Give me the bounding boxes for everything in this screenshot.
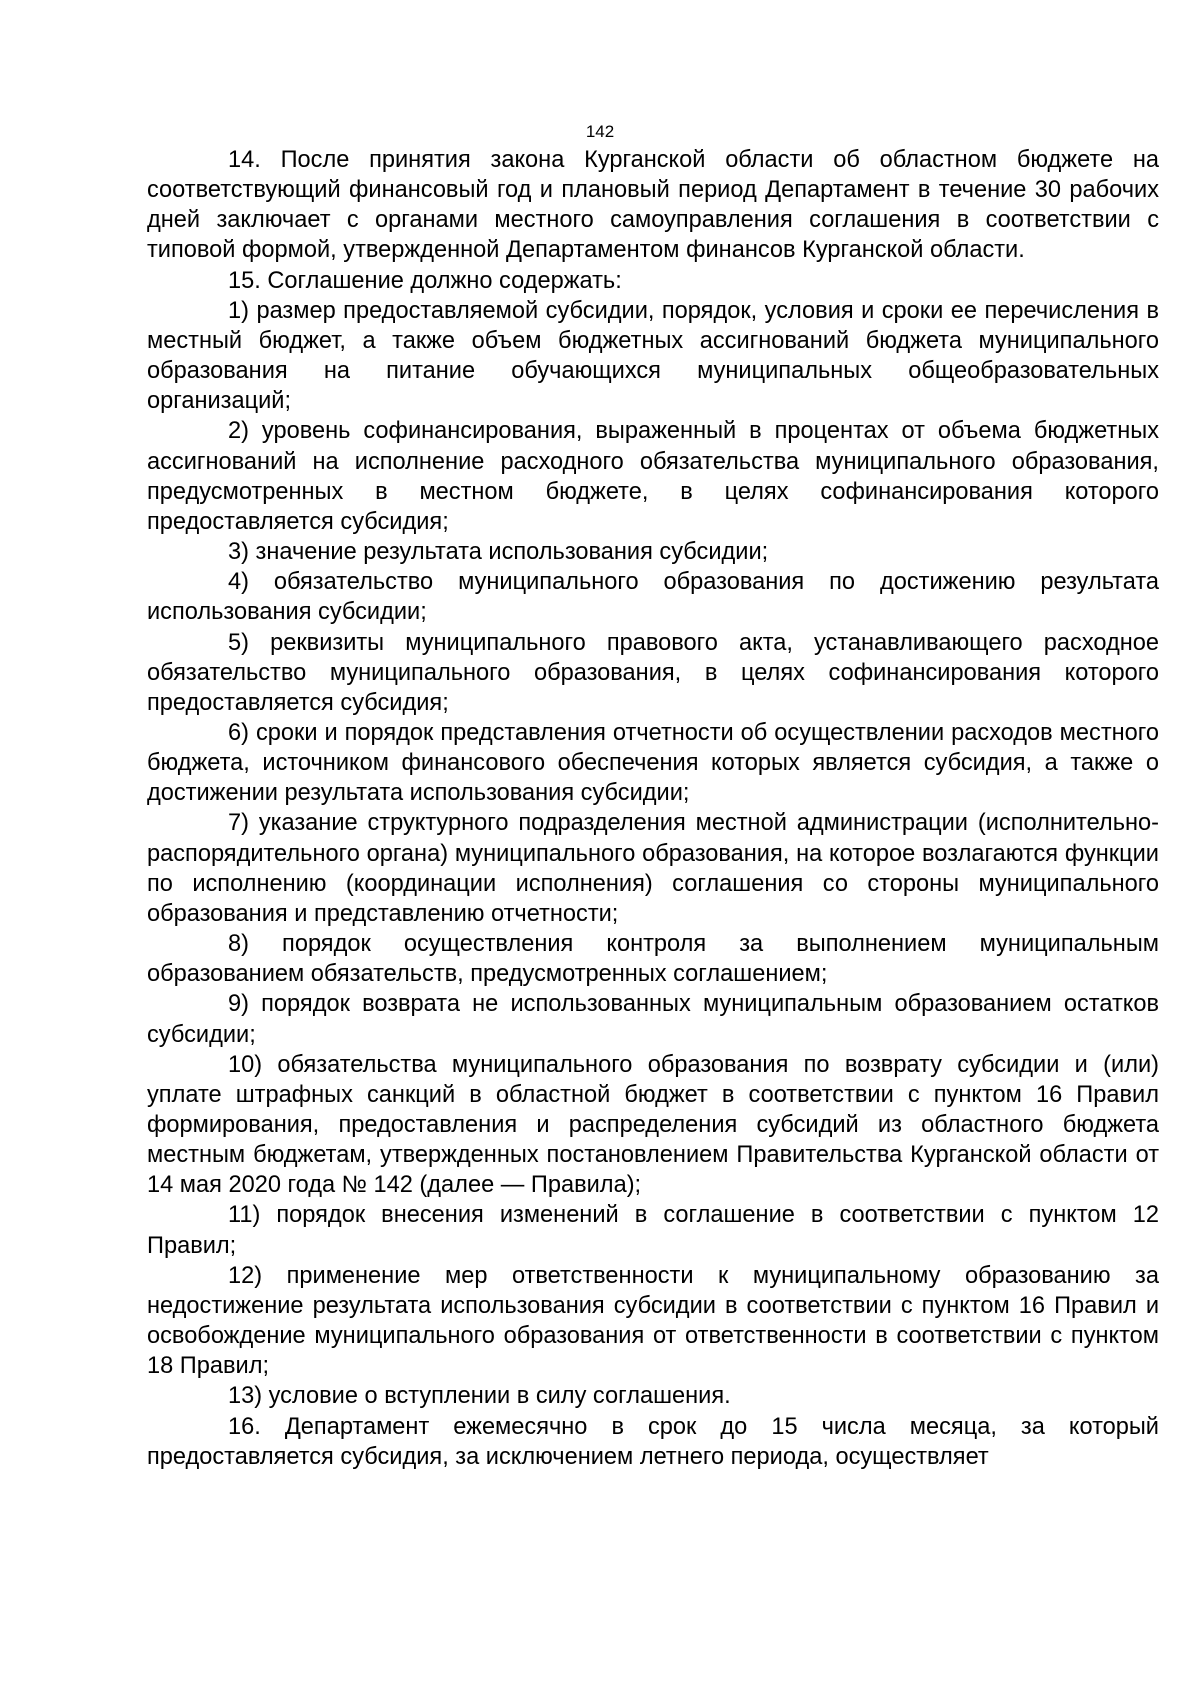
- list-item-8: 8) порядок осуществления контроля за выполнением муниципальным образованием обязательств, предусмотренных соглашением;: [147, 931, 1159, 988]
- list-item-13: 13) условие о вступлении в силу соглашения.: [228, 1383, 731, 1410]
- list-item-11: 11) порядок внесения изменений в соглашение в соответствии с пунктом 12 Правил;: [147, 1202, 1159, 1259]
- list-item-1: 1) размер предоставляемой субсидии, порядок, условия и сроки ее перечисления в местный бюджет, а также объем бюджетных ассигнований бюджета муниципального образования на питание обучающихся муниципальных общеобразовательных организаций;: [147, 297, 1159, 415]
- list-item-9: 9) порядок возврата не использованных муниципальным образованием остатков субсидии;: [147, 991, 1159, 1048]
- list-item-10: 10) обязательства муниципального образования по возврату субсидии и (или) уплате штрафных санкций в областной бюджет в соответствии с пунктом 16 Правил формирования, предоставления и распределения субсидий из областного бюджета местным бюджетам, утвержденных постановлением Правительства Курганской области от 14 мая 2020 года № 142 (далее — Правила);: [147, 1051, 1159, 1199]
- list-item-3: 3) значение результата использования субсидии;: [228, 539, 769, 566]
- list-item-2: 2) уровень софинансирования, выраженный в процентах от объема бюджетных ассигнований на исполнение расходного обязательства муниципального образования, предусмотренных в местном бюджете, в целях софинансирования которого предоставляется субсидия;: [147, 418, 1159, 535]
- paragraph-14: 14. После принятия закона Курганской области об областном бюджете на соответствующий финансовый год и плановый период Департамент в течение 30 рабочих дней заключает с органами местного самоуправления соглашения в соответствии с типовой формой, утвержденной Департаментом финансов Курганской области.: [147, 147, 1159, 264]
- document-body: [147, 145, 1159, 1472]
- paragraph-15: 15. Соглашение должно содержать:: [228, 267, 622, 294]
- list-item-5: 5) реквизиты муниципального правового акта, устанавливающего расходное обязательство муниципального образования, в целях софинансирования которого предоставляется субсидия;: [147, 629, 1159, 716]
- list-item-7: 7) указание структурного подразделения местной администрации (исполнительно-распорядительного органа) муниципального образования, на которое возлагаются функции по исполнению (координации исполнения) соглашения со стороны муниципального образования и представлению отчетности;: [147, 810, 1159, 927]
- list-item-4: 4) обязательство муниципального образования по достижению результата использования субсидии;: [147, 569, 1159, 626]
- list-item-12: 12) применение мер ответственности к муниципальному образованию за недостижение результата использования субсидии в соответствии с пунктом 16 Правил и освобождение муниципального образования от ответственности в соответствии с пунктом 18 Правил;: [147, 1262, 1159, 1380]
- list-item-6: 6) сроки и порядок представления отчетности об осуществлении расходов местного бюджета, источником финансового обеспечения которых является субсидия, а также о достижении результата использования субсидии;: [147, 719, 1159, 807]
- page-number: 142: [585, 122, 615, 141]
- paragraph-16: 16. Департамент ежемесячно в срок до 15 числа месяца, за который предоставляется субсидия, за исключением летнего периода, осуществляет: [147, 1413, 1159, 1470]
